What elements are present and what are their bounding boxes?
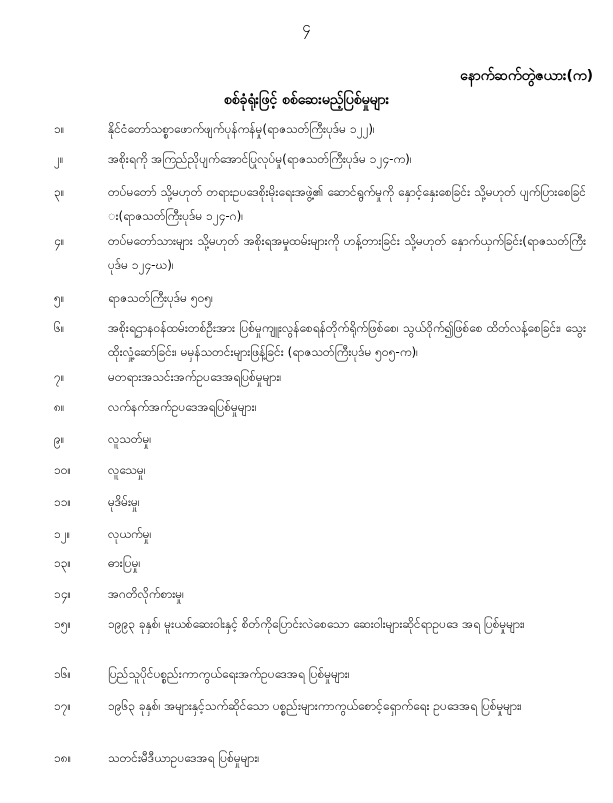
item-number: ၇။	[54, 370, 65, 384]
item-number: ၁၁။	[54, 495, 72, 509]
item-text: ၁၉၉၃ ခုနှစ်၊ မူးယစ်ဆေးဝါးနှင့် စိတ်ကိုပြောင်းလဲစေသော ဆေးဝါးများဆိုင်ရာဥပဒေ အရ ပြစ်မှုများ၊	[108, 617, 525, 631]
item-number: ၄။	[54, 234, 65, 248]
item-number: ၁၆။	[54, 667, 72, 681]
item-number: ၁၅။	[54, 617, 72, 631]
item-text: သတင်းမီဒီယာဥပဒေအရ ပြစ်မှုများ၊	[108, 751, 260, 765]
item-number: ၃။	[54, 185, 65, 199]
item-text: ဓားပြမှု၊	[108, 556, 141, 570]
item-text: မုဒိမ်းမှု၊	[108, 495, 140, 509]
item-number: ၈။	[54, 400, 65, 414]
item-number: ၁၈။	[54, 751, 72, 765]
document-title: စစ်ခုံရုံးဖြင့် စစ်ဆေးမည့်ပြစ်မှုများ	[223, 92, 390, 108]
item-text: အစိုးရကို အကြည်ညိုပျက်အောင်ပြုလုပ်မှု(ရာဇသတ်ကြီးပုဒ်မ ၁၂၄-က)၊	[108, 152, 412, 166]
item-text: ၁၉၆၃ ခုနှစ်၊ အများနှင့်သက်ဆိုင်သော ပစ္စည်းများကာကွယ်စောင့်ရှောက်ရေး ဥပဒေအရ ပြစ်မှုများ၊	[108, 699, 522, 713]
item-text: မတရားအသင်းအက်ဥပဒေအရပြစ်မှုများ၊	[108, 370, 282, 384]
item-number: ၁၄။	[54, 587, 72, 601]
annex-label: နောက်ဆက်တွဲဇယား(က)	[460, 68, 593, 84]
item-number: ၁၀။	[54, 463, 72, 477]
item-number: ၆။	[54, 321, 65, 335]
item-number: ၅။	[54, 291, 65, 305]
item-text: နိုင်ငံတော်သစ္စာဖောက်ဖျက်ပုန်ကန်မှု(ရာဇသတ်ကြီးပုဒ်မ ၁၂၂)၊	[108, 122, 375, 136]
item-text: ရာဇသတ်ကြီးပုဒ်မ ၅၀၅၊	[108, 291, 213, 305]
item-text: တပ်မတော် သို့မဟုတ် တရားဥပဒေစိုးမိုးရေးအဖွဲ့၏ ဆောင်ရွက်မှုကို နှောင့်နှေးစေခြင်း သို့မဟုတ် ပျက်ပြားစေခြင်း(ရာဇသတ်ကြီးပုဒ်မ ၁၂၄-ဂ)၊	[108, 185, 586, 223]
item-text: လူသတ်မှု၊	[108, 432, 152, 446]
item-text: လူသေမှု၊	[108, 463, 146, 477]
item-text: လုယက်မှု၊	[108, 527, 152, 541]
item-text: ပြည်သူပိုင်ပစ္စည်းကာကွယ်ရေးအက်ဥပဒေအရ ပြစ်မှုများ၊	[108, 667, 350, 681]
item-text: အစိုးရဌာနဝန်ထမ်းတစ်ဦးအား ပြစ်မှုကျူးလွန်စေရန်တိုက်ရိုက်ဖြစ်စေ၊ သွယ်ဝိုက်၍ဖြစ်စေ ထိတ်လန့်စေခြင်း၊ သွေးထိုးလှုံ့ဆော်ခြင်း၊ မမှန်သတင်းများဖြန့်ခြင်း (ရာဇသတ်ကြီးပုဒ်မ ၅၀၅-က)၊	[108, 321, 586, 359]
item-text: လက်နက်အက်ဥပဒေအရပြစ်မှုများ၊	[108, 400, 257, 414]
item-text: အဂတိလိုက်စားမှု၊	[108, 587, 185, 601]
page-number: ၄	[302, 18, 311, 36]
item-number: ၁၂။	[54, 527, 71, 541]
item-text: တပ်မတော်သားများ သို့မဟုတ် အစိုးရအမှုထမ်းများကို ဟန့်တားခြင်း သို့မဟုတ် နှောက်ယှက်ခြင်း(ရာဇသတ်ကြီးပုဒ်မ ၁၂၄-ဃ)၊	[108, 234, 586, 272]
item-number: ၉။	[54, 432, 65, 446]
item-number: ၂။	[54, 152, 64, 166]
item-number: ၁၇။	[54, 699, 72, 713]
item-number: ၁။	[54, 122, 65, 136]
item-number: ၁၃။	[54, 556, 72, 570]
